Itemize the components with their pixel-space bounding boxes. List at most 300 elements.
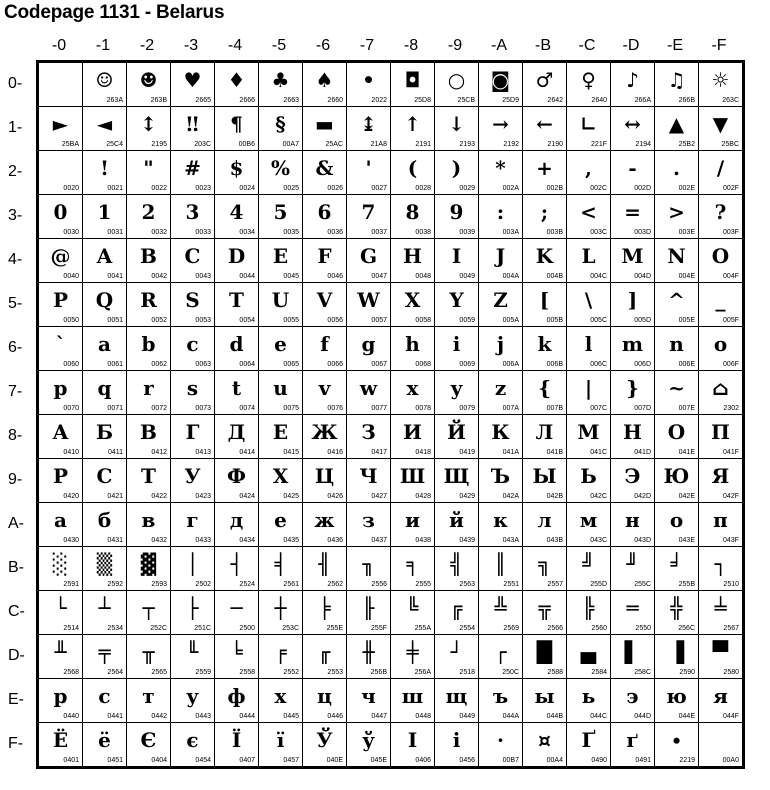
char-cell [303, 195, 347, 239]
char-glyph: ш [401, 684, 424, 708]
unicode-code: 042C [590, 493, 607, 500]
unicode-code: 2219 [679, 757, 695, 764]
char-glyph: ╔ [450, 596, 463, 620]
char-glyph: Z [493, 288, 508, 312]
char-glyph: И [403, 420, 422, 444]
unicode-code: 2557 [547, 581, 563, 588]
row-header: 4- [8, 251, 23, 268]
char-glyph: > [668, 200, 685, 224]
unicode-code: 007C [590, 405, 607, 412]
char-cell [303, 547, 347, 591]
unicode-code: 255A [414, 625, 431, 632]
char-cell [479, 107, 523, 151]
unicode-code: 2555 [415, 581, 431, 588]
unicode-code: 0052 [151, 317, 167, 324]
unicode-code: 0030 [63, 229, 79, 236]
char-cell [479, 503, 523, 547]
char-glyph: / [716, 156, 725, 180]
char-cell [83, 635, 127, 679]
char-glyph: $ [229, 156, 244, 180]
unicode-code: 0440 [63, 713, 79, 720]
unicode-code: 263A [106, 97, 123, 104]
column-header: -4 [227, 37, 243, 54]
char-cell [171, 195, 215, 239]
unicode-code: 0065 [283, 361, 299, 368]
unicode-code: 253C [282, 625, 299, 632]
char-glyph: ╪ [406, 640, 419, 664]
char-glyph: s [186, 376, 199, 400]
unicode-code: 0417 [371, 449, 387, 456]
char-cell [611, 591, 655, 635]
char-cell [347, 415, 391, 459]
unicode-code: 0429 [459, 493, 475, 500]
char-glyph: ( [407, 156, 418, 180]
unicode-code: 042B [546, 493, 563, 500]
char-glyph: G [359, 244, 378, 268]
char-cell [259, 635, 303, 679]
char-cell [127, 503, 171, 547]
char-cell [435, 547, 479, 591]
char-cell [611, 679, 655, 723]
char-glyph: · [497, 728, 504, 752]
char-cell [259, 723, 303, 767]
unicode-code: 0445 [283, 713, 299, 720]
char-cell [303, 415, 347, 459]
char-cell [655, 63, 699, 107]
char-cell [171, 327, 215, 371]
char-glyph: я [713, 684, 728, 708]
char-glyph: ┼ [274, 596, 287, 620]
char-glyph: І [407, 728, 418, 752]
char-cell [347, 503, 391, 547]
unicode-code: 0041 [107, 273, 123, 280]
unicode-code: 2588 [547, 669, 563, 676]
char-glyph: ╬ [670, 596, 683, 620]
unicode-code: 0433 [195, 537, 211, 544]
unicode-code: 0026 [327, 185, 343, 192]
char-glyph: Б [95, 420, 114, 444]
char-glyph: ╙ [186, 640, 199, 664]
char-glyph: ┤ [230, 552, 243, 576]
char-cell [171, 591, 215, 635]
unicode-code: 0447 [371, 713, 387, 720]
char-glyph: і [452, 728, 461, 752]
unicode-code: 2566 [547, 625, 563, 632]
unicode-code: 2591 [63, 581, 79, 588]
unicode-code: 2642 [547, 97, 563, 104]
unicode-code: 0055 [283, 317, 299, 324]
char-cell [391, 371, 435, 415]
char-cell [479, 151, 523, 195]
char-cell [347, 283, 391, 327]
char-cell [611, 635, 655, 679]
unicode-code: 251C [194, 625, 211, 632]
char-cell [479, 283, 523, 327]
unicode-code: 003E [678, 229, 695, 236]
char-glyph: ╓ [318, 640, 331, 664]
unicode-code: 0046 [327, 273, 343, 280]
char-glyph: J [495, 244, 506, 268]
char-glyph: Ь [580, 464, 597, 488]
char-glyph: j [496, 332, 505, 356]
char-glyph: д [229, 508, 244, 532]
unicode-code: 0023 [195, 185, 211, 192]
char-cell [655, 327, 699, 371]
char-cell [391, 591, 435, 635]
char-cell [391, 415, 435, 459]
char-cell [39, 723, 83, 767]
char-cell [39, 415, 83, 459]
unicode-code: 2194 [635, 141, 651, 148]
char-glyph: r [143, 376, 154, 400]
char-cell [259, 195, 303, 239]
char-glyph: ў [362, 728, 375, 752]
char-glyph: ♂ [535, 68, 554, 92]
row-header: 1- [8, 119, 23, 136]
char-glyph: ☺ [95, 68, 114, 92]
char-glyph: ; [540, 200, 549, 224]
char-cell [523, 327, 567, 371]
char-cell [83, 415, 127, 459]
char-cell [479, 371, 523, 415]
unicode-code: 2660 [327, 97, 343, 104]
char-glyph: О [667, 420, 686, 444]
char-cell [347, 591, 391, 635]
char-cell [435, 415, 479, 459]
unicode-code: 002D [634, 185, 651, 192]
char-glyph: ¶ [230, 112, 243, 136]
char-cell [567, 415, 611, 459]
char-glyph: I [451, 244, 462, 268]
unicode-code: 0047 [371, 273, 387, 280]
char-cell [303, 591, 347, 635]
char-cell [259, 239, 303, 283]
unicode-code: 2584 [591, 669, 607, 676]
char-glyph: ◄ [96, 112, 113, 136]
unicode-code: 0029 [459, 185, 475, 192]
char-cell [83, 547, 127, 591]
unicode-code: 2195 [151, 141, 167, 148]
char-glyph: й [449, 508, 464, 532]
unicode-code: 0438 [415, 537, 431, 544]
unicode-code: 2518 [459, 669, 475, 676]
unicode-code: 0060 [63, 361, 79, 368]
unicode-code: 0430 [63, 537, 79, 544]
column-header: -6 [315, 37, 331, 54]
char-cell [699, 679, 743, 723]
unicode-code: 005B [546, 317, 563, 324]
char-glyph: f [320, 332, 329, 356]
unicode-code: 2569 [503, 625, 519, 632]
char-glyph: l [584, 332, 593, 356]
char-glyph: q [97, 376, 112, 400]
unicode-code: 258C [634, 669, 651, 676]
unicode-code: 043A [502, 537, 519, 544]
char-glyph: В [140, 420, 157, 444]
char-glyph: Л [535, 420, 554, 444]
char-glyph: м [579, 508, 598, 532]
char-glyph: _ [715, 288, 726, 312]
char-glyph: ? [714, 200, 727, 224]
unicode-code: 2590 [679, 669, 695, 676]
unicode-code: 0039 [459, 229, 475, 236]
char-cell [259, 679, 303, 723]
char-cell [215, 503, 259, 547]
char-glyph: ╚ [406, 596, 419, 620]
unicode-code: 0415 [283, 449, 299, 456]
unicode-code: 0407 [239, 757, 255, 764]
char-cell [523, 63, 567, 107]
char-glyph: ▄ [580, 640, 597, 664]
char-cell [523, 151, 567, 195]
char-cell [479, 723, 523, 767]
unicode-code: 0439 [459, 537, 475, 544]
unicode-code: 007A [502, 405, 519, 412]
table-row [39, 239, 743, 283]
char-cell [215, 327, 259, 371]
char-glyph: ○ [447, 68, 466, 92]
char-glyph: | [584, 376, 593, 400]
table-row [39, 679, 743, 723]
unicode-code: 2553 [327, 669, 343, 676]
char-cell [83, 371, 127, 415]
char-glyph: ♪ [626, 68, 639, 92]
char-glyph: Ї [231, 728, 242, 752]
char-glyph: # [184, 156, 201, 180]
char-cell [127, 679, 171, 723]
unicode-code: 255C [634, 581, 651, 588]
unicode-code: 044E [678, 713, 695, 720]
char-glyph: 9 [449, 200, 464, 224]
char-cell [567, 107, 611, 151]
char-cell [171, 239, 215, 283]
unicode-code: 2510 [723, 581, 739, 588]
unicode-code: 005A [502, 317, 519, 324]
char-glyph: ╕ [406, 552, 419, 576]
char-cell [655, 679, 699, 723]
char-glyph: * [495, 156, 506, 180]
char-cell [83, 151, 127, 195]
char-cell [259, 459, 303, 503]
unicode-code: 250C [502, 669, 519, 676]
unicode-code: 0078 [415, 405, 431, 412]
unicode-code: 0028 [415, 185, 431, 192]
char-cell [567, 283, 611, 327]
unicode-code: 044B [546, 713, 563, 720]
char-cell [391, 723, 435, 767]
char-glyph: ► [52, 112, 69, 136]
unicode-code: 0451 [107, 757, 123, 764]
unicode-code: 0071 [107, 405, 123, 412]
char-glyph: 4 [229, 200, 244, 224]
char-cell [567, 679, 611, 723]
unicode-code: 0049 [459, 273, 475, 280]
unicode-code: 0079 [459, 405, 475, 412]
char-cell [259, 371, 303, 415]
row-header: C- [8, 603, 25, 620]
char-glyph: ґ [626, 728, 639, 752]
char-cell [655, 371, 699, 415]
unicode-code: 041C [590, 449, 607, 456]
char-glyph: ь [581, 684, 596, 708]
codepage-grid [36, 60, 745, 769]
table-row [39, 63, 743, 107]
unicode-code: 25BC [721, 141, 739, 148]
char-glyph: \ [584, 288, 593, 312]
char-cell [127, 591, 171, 635]
char-cell [347, 195, 391, 239]
char-cell [259, 415, 303, 459]
char-cell [215, 415, 259, 459]
unicode-code: 0456 [459, 757, 475, 764]
char-cell [171, 723, 215, 767]
char-glyph: ↑ [404, 112, 421, 136]
column-header: -0 [51, 37, 67, 54]
row-header: 9- [8, 471, 23, 488]
row-header: 8- [8, 427, 23, 444]
unicode-code: 0074 [239, 405, 255, 412]
char-glyph: ‼ [186, 112, 199, 136]
unicode-code: 041A [502, 449, 519, 456]
row-header: 5- [8, 295, 23, 312]
char-cell [171, 151, 215, 195]
char-cell [391, 239, 435, 283]
char-glyph: 0 [53, 200, 68, 224]
char-glyph: D [227, 244, 246, 268]
char-glyph: " [143, 156, 154, 180]
char-cell [523, 195, 567, 239]
table-row [39, 547, 743, 591]
unicode-code: 2567 [723, 625, 739, 632]
char-glyph: k [537, 332, 552, 356]
unicode-code: 0066 [327, 361, 343, 368]
char-cell [127, 547, 171, 591]
unicode-code: 0401 [63, 757, 79, 764]
char-cell [479, 195, 523, 239]
char-glyph: • [362, 68, 375, 92]
char-glyph: Ж [311, 420, 338, 444]
char-cell [171, 547, 215, 591]
unicode-code: 2514 [63, 625, 79, 632]
char-glyph: ! [100, 156, 109, 180]
char-cell [611, 195, 655, 239]
char-cell [215, 195, 259, 239]
unicode-code: 0406 [415, 757, 431, 764]
char-cell [567, 459, 611, 503]
unicode-code: 0416 [327, 449, 343, 456]
char-glyph: c [186, 332, 199, 356]
unicode-code: 0424 [239, 493, 255, 500]
char-cell [171, 679, 215, 723]
row-header: 6- [8, 339, 23, 356]
char-glyph: M [621, 244, 644, 268]
char-cell [699, 415, 743, 459]
unicode-code: 255D [590, 581, 607, 588]
char-glyph: ▬ [315, 112, 334, 136]
char-glyph: ╡ [274, 552, 287, 576]
char-glyph: щ [445, 684, 468, 708]
char-glyph: i [452, 332, 461, 356]
unicode-code: 0073 [195, 405, 211, 412]
row-header: 3- [8, 207, 23, 224]
char-cell [127, 151, 171, 195]
char-glyph: ┐ [714, 552, 727, 576]
char-glyph: A [96, 244, 113, 268]
char-glyph: Ё [52, 728, 69, 752]
char-cell [435, 459, 479, 503]
char-cell [435, 283, 479, 327]
unicode-code: 0421 [107, 493, 123, 500]
char-cell [259, 151, 303, 195]
char-cell [655, 107, 699, 151]
unicode-code: 007B [546, 405, 563, 412]
char-cell [303, 327, 347, 371]
char-glyph: ╒ [274, 640, 287, 664]
char-cell [83, 679, 127, 723]
unicode-code: 0420 [63, 493, 79, 500]
char-cell [347, 327, 391, 371]
unicode-code: 2561 [283, 581, 299, 588]
char-glyph: O [711, 244, 730, 268]
char-glyph: & [315, 156, 334, 180]
unicode-code: 2524 [239, 581, 255, 588]
unicode-code: 0022 [151, 185, 167, 192]
char-glyph: . [673, 156, 680, 180]
char-glyph: Д [227, 420, 246, 444]
unicode-code: 0443 [195, 713, 211, 720]
char-cell [127, 459, 171, 503]
unicode-code: 2558 [239, 669, 255, 676]
char-cell [215, 635, 259, 679]
char-glyph: ↕ [140, 112, 157, 136]
unicode-code: 252C [150, 625, 167, 632]
char-glyph: ◙ [490, 68, 511, 92]
char-cell [523, 459, 567, 503]
char-glyph: Ц [314, 464, 335, 488]
char-cell [567, 195, 611, 239]
char-cell [127, 415, 171, 459]
table-row [39, 635, 743, 679]
unicode-code: 0045 [283, 273, 299, 280]
char-glyph: ← [536, 112, 553, 136]
char-cell [303, 723, 347, 767]
char-cell [83, 327, 127, 371]
char-cell [83, 107, 127, 151]
unicode-code: 003F [723, 229, 739, 236]
char-cell [391, 635, 435, 679]
char-cell [699, 327, 743, 371]
table-row [39, 327, 743, 371]
unicode-code: 0449 [459, 713, 475, 720]
char-glyph: Ю [663, 464, 690, 488]
char-cell [611, 283, 655, 327]
char-glyph: → [492, 112, 509, 136]
unicode-code: 0077 [371, 405, 387, 412]
char-glyph: ┴ [98, 596, 111, 620]
char-cell [655, 283, 699, 327]
unicode-code: 005D [634, 317, 651, 324]
column-header: -A [491, 37, 507, 54]
char-cell [435, 239, 479, 283]
char-cell [39, 459, 83, 503]
char-glyph: Г [185, 420, 200, 444]
unicode-code: 002B [546, 185, 563, 192]
char-cell [127, 371, 171, 415]
char-glyph: Ф [227, 464, 246, 488]
char-glyph: в [141, 508, 156, 532]
char-glyph: ╨ [54, 640, 67, 664]
unicode-code: 0404 [151, 757, 167, 764]
